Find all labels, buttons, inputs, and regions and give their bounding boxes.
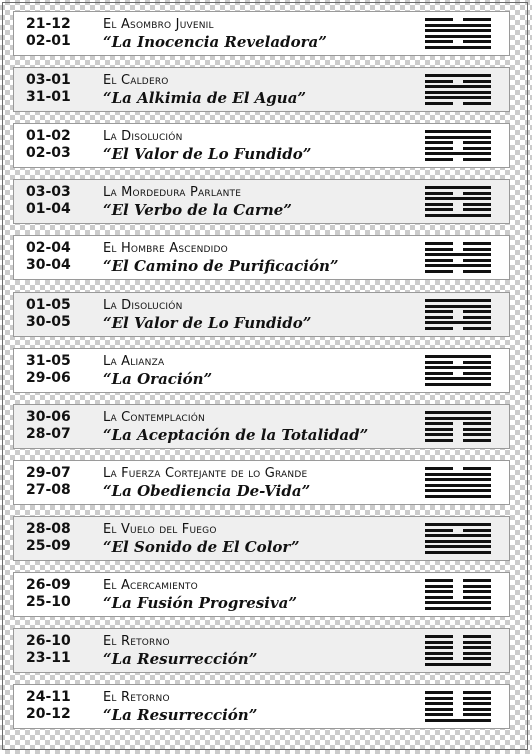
date-end: 30-04 [26,257,71,273]
row-text [103,72,413,107]
date-end: 28-07 [26,426,71,442]
hexagram-solid-line [425,478,491,481]
date-start: 01-05 [26,297,71,313]
row-title: La Disolución [103,298,183,313]
hexagram-broken-line [425,316,491,319]
date-range [26,521,86,555]
date-range [26,353,86,387]
hexagram-icon [425,635,491,666]
hexagram-broken-line [425,270,491,273]
hexagram-solid-line [425,136,491,139]
hexagram-solid-line [425,377,491,380]
hexagram-solid-line [425,545,491,548]
hexagram-icon [425,355,491,386]
calendar-row [13,460,510,505]
date-end: 25-09 [26,538,71,554]
hexagram-solid-line [425,719,491,722]
hexagram-broken-line [425,422,491,425]
row-title: La Fuerza Cortejante de lo Grande [103,466,308,481]
hexagram-solid-line [425,264,491,267]
date-start: 29-07 [26,465,71,481]
date-start: 26-09 [26,577,71,593]
hexagram-broken-line [425,596,491,599]
hexagram-broken-line [425,702,491,705]
row-subtitle: “La Resurrección” [103,650,258,668]
row-title: El Retorno [103,634,170,649]
hexagram-icon [425,411,491,442]
date-range [26,465,86,499]
hexagram-solid-line [425,24,491,27]
hexagram-broken-line [425,467,491,470]
hexagram-solid-line [425,355,491,358]
hexagram-icon [425,579,491,610]
hexagram-solid-line [425,46,491,49]
calendar-row [13,235,510,280]
hexagram-broken-line [425,579,491,582]
calendar-row [13,572,510,617]
row-title: El Asombro Juvenil [103,17,214,32]
date-end: 25-10 [26,594,71,610]
hexagram-broken-line [425,585,491,588]
hexagram-solid-line [425,305,491,308]
hexagram-icon [425,186,491,217]
hexagram-solid-line [425,473,491,476]
hexagram-broken-line [425,192,491,195]
calendar-row [13,179,510,224]
date-start: 31-05 [26,353,71,369]
hexagram-broken-line [425,242,491,245]
row-text [103,128,413,163]
row-subtitle: “La Alkimia de El Agua” [103,89,307,107]
calendar-row [13,11,510,56]
date-range [26,72,86,106]
row-title: El Hombre Ascendido [103,241,228,256]
date-range [26,184,86,218]
row-text [103,689,413,724]
row-text [103,465,413,500]
hexagram-solid-line [425,551,491,554]
date-end: 23-11 [26,650,71,666]
row-text [103,577,413,612]
hexagram-solid-line [425,85,491,88]
hexagram-broken-line [425,310,491,313]
row-title: El Retorno [103,690,170,705]
date-start: 26-10 [26,633,71,649]
hexagram-broken-line [425,590,491,593]
hexagram-icon [425,74,491,105]
calendar-row [13,67,510,112]
date-end: 02-03 [26,145,71,161]
hexagram-broken-line [425,646,491,649]
hexagram-solid-line [425,489,491,492]
row-text [103,353,413,388]
hexagram-broken-line [425,708,491,711]
hexagram-solid-line [425,35,491,38]
date-range [26,128,86,162]
hexagram-solid-line [425,74,491,77]
row-subtitle: “La Fusión Progresiva” [103,594,298,612]
row-subtitle: “El Valor de Lo Fundido” [103,145,312,163]
row-text [103,16,413,51]
date-start: 24-11 [26,689,71,705]
hexagram-broken-line [425,203,491,206]
hexagram-solid-line [425,523,491,526]
hexagram-solid-line [425,495,491,498]
hexagram-solid-line [425,29,491,32]
row-subtitle: “El Sonido de El Color” [103,538,300,556]
hexagram-broken-line [425,697,491,700]
hexagram-solid-line [425,91,491,94]
row-subtitle: “La Aceptación de la Totalidad” [103,426,369,444]
calendar-row [13,292,510,337]
hexagram-broken-line [425,657,491,660]
hexagram-broken-line [425,713,491,716]
date-end: 29-06 [26,370,71,386]
hexagram-broken-line [425,259,491,262]
row-subtitle: “El Valor de Lo Fundido” [103,314,312,332]
hexagram-solid-line [425,534,491,537]
calendar-row [13,123,510,168]
row-subtitle: “El Verbo de la Carne” [103,201,292,219]
row-subtitle: “El Camino de Purificación” [103,257,339,275]
hexagram-icon [425,242,491,273]
date-start: 02-04 [26,240,71,256]
hexagram-solid-line [425,197,491,200]
hexagram-icon [425,467,491,498]
hexagram-solid-line [425,540,491,543]
date-end: 31-01 [26,89,71,105]
hexagram-solid-line [425,130,491,133]
hexagram-icon [425,130,491,161]
row-text [103,240,413,275]
hexagram-broken-line [425,635,491,638]
hexagram-broken-line [425,80,491,83]
hexagram-broken-line [425,439,491,442]
hexagram-solid-line [425,214,491,217]
hexagram-solid-line [425,484,491,487]
hexagram-broken-line [425,433,491,436]
hexagram-broken-line [425,327,491,330]
date-range [26,689,86,723]
date-end: 02-01 [26,33,71,49]
hexagram-solid-line [425,411,491,414]
hexagram-broken-line [425,428,491,431]
date-start: 28-08 [26,521,71,537]
row-text [103,184,413,219]
row-subtitle: “La Oración” [103,370,213,388]
date-start: 01-02 [26,128,71,144]
hexagram-broken-line [425,208,491,211]
hexagram-solid-line [425,601,491,604]
hexagram-solid-line [425,253,491,256]
row-title: El Vuelo del Fuego [103,522,217,537]
hexagram-broken-line [425,641,491,644]
hexagram-icon [425,18,491,49]
hexagram-solid-line [425,607,491,610]
calendar-row [13,516,510,561]
date-start: 03-03 [26,184,71,200]
date-range [26,577,86,611]
date-end: 01-04 [26,201,71,217]
calendar-row [13,628,510,673]
row-text [103,521,413,556]
hexagram-solid-line [425,663,491,666]
hexagram-solid-line [425,366,491,369]
row-title: La Contemplación [103,410,205,425]
hexagram-broken-line [425,18,491,21]
hexagram-solid-line [425,186,491,189]
row-text [103,297,413,332]
row-title: La Disolución [103,129,183,144]
calendar-row [13,348,510,393]
date-range [26,240,86,274]
row-title: El Caldero [103,73,169,88]
hexagram-solid-line [425,321,491,324]
date-end: 30-05 [26,314,71,330]
date-start: 30-06 [26,409,71,425]
hexagram-broken-line [425,652,491,655]
row-subtitle: “La Resurrección” [103,706,258,724]
hexagram-solid-line [425,383,491,386]
date-range [26,633,86,667]
row-title: La Alianza [103,354,165,369]
hexagram-icon [425,523,491,554]
hexagram-broken-line [425,691,491,694]
row-title: El Acercamiento [103,578,198,593]
date-range [26,16,86,50]
hexagram-icon [425,299,491,330]
hexagram-broken-line [425,529,491,532]
hexagram-solid-line [425,299,491,302]
row-text [103,409,413,444]
hexagram-solid-line [425,96,491,99]
date-range [26,409,86,443]
hexagram-broken-line [425,40,491,43]
calendar-row [13,684,510,729]
hexagram-broken-line [425,102,491,105]
row-subtitle: “La Obediencia De-Vida” [103,482,311,500]
row-text [103,633,413,668]
hexagram-solid-line [425,417,491,420]
hexagram-solid-line [425,152,491,155]
date-range [26,297,86,331]
date-end: 20-12 [26,706,71,722]
hexagram-broken-line [425,147,491,150]
hexagram-broken-line [425,361,491,364]
hexagram-broken-line [425,372,491,375]
hexagram-broken-line [425,141,491,144]
date-start: 03-01 [26,72,71,88]
hexagram-icon [425,691,491,722]
row-title: La Mordedura Parlante [103,185,242,200]
row-subtitle: “La Inocencia Reveladora” [103,33,327,51]
date-start: 21-12 [26,16,71,32]
date-end: 27-08 [26,482,71,498]
hexagram-broken-line [425,158,491,161]
hexagram-broken-line [425,248,491,251]
calendar-row [13,404,510,449]
